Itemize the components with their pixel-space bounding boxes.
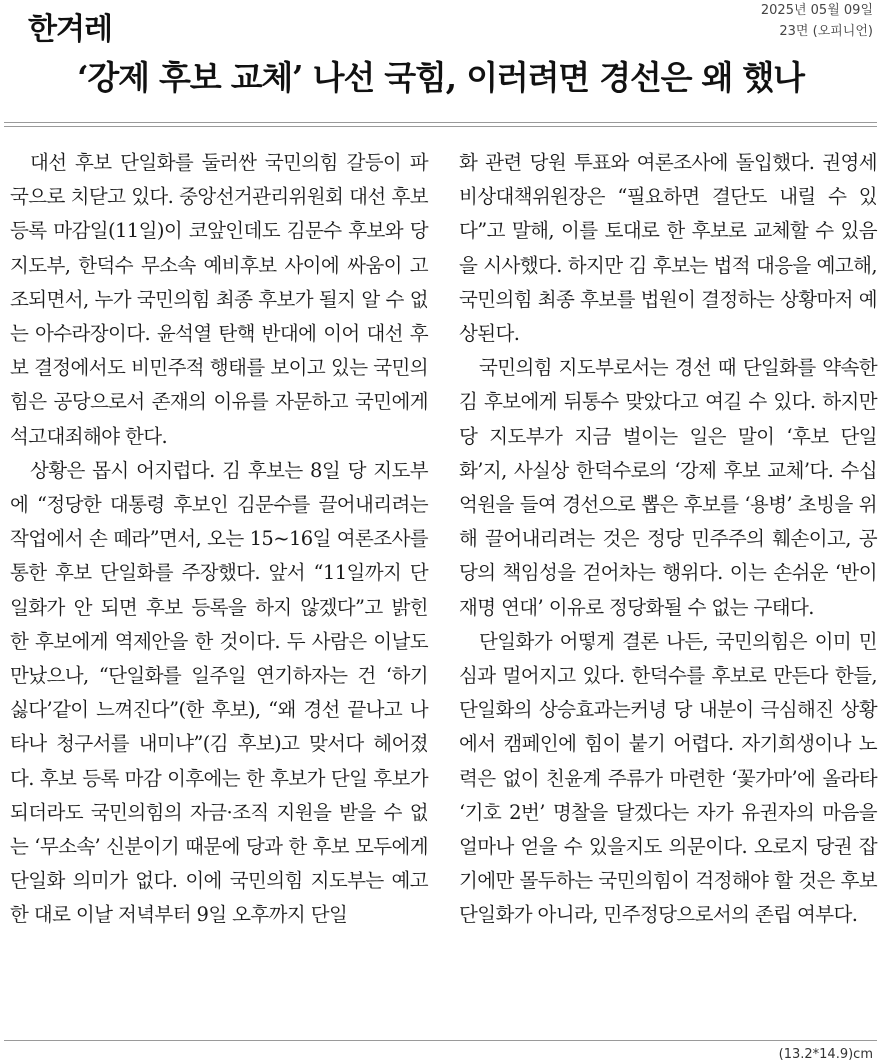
headline-rule-bottom xyxy=(4,126,877,127)
publication-date: 2025년 05월 09일 xyxy=(760,3,873,18)
paragraph: 단일화가 어떻게 결론 나든, 국민의힘은 이미 민심과 멀어지고 있다. 한덕수를 후보로 만든다 한들, 단일화의 상승효과는커녕 당 내분이 극심해진 상황에서 캠페인에 힘이 붙기 어렵다. 자기희생이나 노력은 없이 친윤계 주류가 마련한 ‘꽃가마’에 올라타 ‘기호 2번’ 명찰을 달겠다는 자가 유권자의 마음을 얼마나 얻을 수 있을지도 의문이다. 오로지 당권 잡기에만 몰두하는 국민의힘이 걱정해야 할 것은 후보 단일화가 아니라, 민주정당으로서의 존립 여부다. xyxy=(459,629,877,927)
headline-rule-top xyxy=(4,122,877,123)
paragraph: 국민의힘 지도부로서는 경선 때 단일화를 약속한 김 후보에게 뒤통수 맞았다고 여길 수 있다. 하지만 당 지도부가 지금 벌이는 일은 말이 ‘후보 단일화’지, 사실상 한덕수로의 ‘강제 후보 교체’다. 수십억원을 들여 경선으로 뽑은 후보를 ‘용병’ 초빙을 위해 끌어내리려는 것은 정당 민주주의 훼손이고, 공당의 책임성을 걷어차는 행위다. 이는 손쉬운 ‘반이재명 연대’ 이유로 정당화될 수 없는 구태다. xyxy=(459,356,877,619)
paragraph: 상황은 몹시 어지럽다. 김 후보는 8일 당 지도부에 “정당한 대통령 후보인 김문수를 끌어내리려는 작업에서 손 떼라”면서, 오는 15~16일 여론조사를 통한 후보 단일화를 주장했다. 앞서 “11일까지 단일화가 안 되면 후보 등록을 하지 않겠다”고 밝힌 한 후보에게 역제안을 한 것이다. 두 사람은 이날도 만났으나, “단일화를 일주일 연기하자는 건 ‘하기 싫다’같이 느껴진다”(한 후보), “왜 경선 끝나고 나타나 청구서를 내미냐”(김 후보)고 맞서다 헤어졌다. 후보 등록 마감 이후에는 한 후보가 단일 후보가 되더라도 국민의힘의 자금·조직 지원을 받을 수 없는 ‘무소속’ 신분이기 때문에 당과 한 후보 모두에게 단일화 의미가 없다. 이에 국민의힘 지도부는 예고한 대로 이날 저녁부터 9일 오후까지 단일 xyxy=(10,458,428,927)
clipping-size: (13.2*14.9)cm xyxy=(778,1047,873,1062)
headline: ‘강제 후보 교체’ 나선 국힘, 이러려면 경선은 왜 했나 xyxy=(77,58,804,97)
article-column-right xyxy=(459,146,877,933)
paragraph: 화 관련 당원 투표와 여론조사에 돌입했다. 권영세 비상대책위원장은 “필요하면 결단도 내릴 수 있다”고 말해, 이를 토대로 한 후보로 교체할 수 있음을 시사했다. 하지만 김 후보는 법적 대응을 예고해, 국민의힘 최종 후보를 법원이 결정하는 상황마저 예상된다. xyxy=(459,151,877,346)
newspaper-logo: 한겨레 xyxy=(28,12,112,47)
paragraph: 대선 후보 단일화를 둘러싼 국민의힘 갈등이 파국으로 치닫고 있다. 중앙선거관리위원회 대선 후보 등록 마감일(11일)이 코앞인데도 김문수 후보와 당 지도부, 한덕수 무소속 예비후보 사이에 싸움이 고조되면서, 누가 국민의힘 최종 후보가 될지 알 수 없는 아수라장이다. 윤석열 탄핵 반대에 이어 대선 후보 결정에서도 비민주적 행태를 보이고 있는 국민의힘은 공당으로서 존재의 이유를 자문하고 국민에게 석고대죄해야 한다. xyxy=(10,151,428,448)
publication-info xyxy=(761,0,873,42)
page-section: 23면 (오피니언) xyxy=(779,24,873,39)
footer-rule xyxy=(4,1040,877,1041)
article-column-left xyxy=(10,146,428,933)
